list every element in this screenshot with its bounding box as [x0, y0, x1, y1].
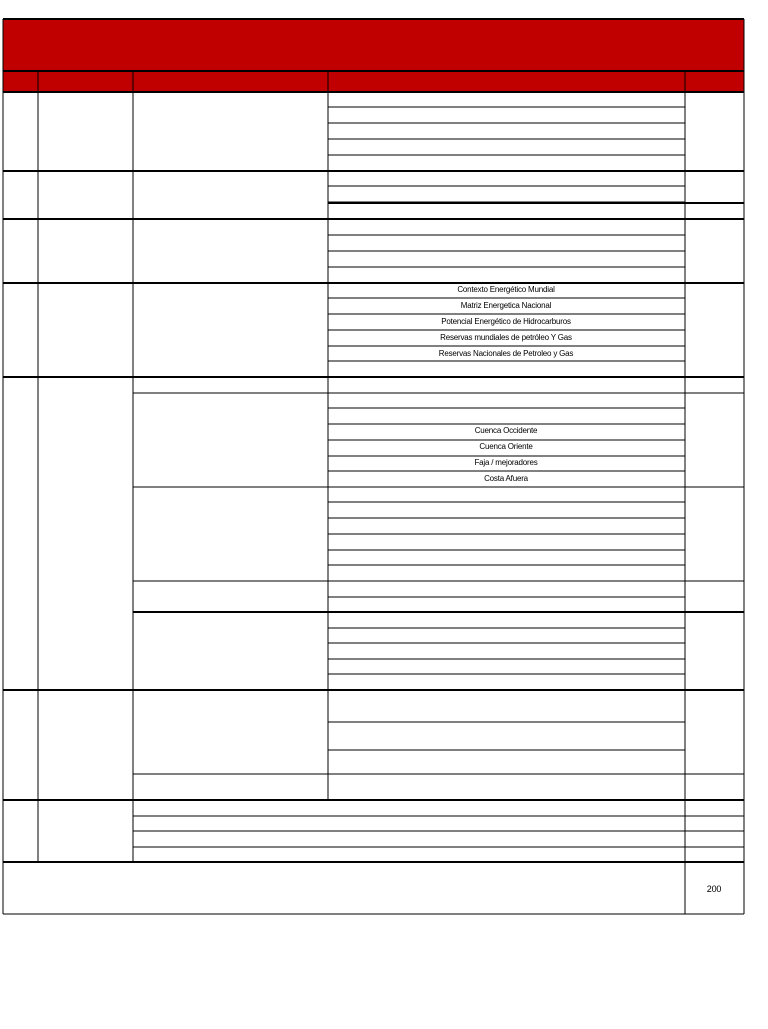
topic-energy-2: Potencial Energético de Hidrocarburos — [441, 317, 571, 326]
header-title-band — [3, 20, 744, 70]
total-hours: 200 — [706, 884, 722, 894]
topic-energy-3: Reservas mundiales de petróleo Y Gas — [440, 333, 572, 342]
topic-energy-0: Contexto Energético Mundial — [457, 285, 555, 294]
topic-basin-2: Faja / mejoradores — [474, 458, 538, 467]
topic-basin-3: Costa Afuera — [484, 474, 528, 483]
topic-energy-1: Matriz Energetica Nacional — [460, 301, 552, 310]
topic-energy-4: Reservas Nacionales de Petroleo y Gas — [438, 349, 574, 358]
topic-basin-0: Cuenca Occidente — [474, 426, 538, 435]
header-columns-band — [3, 72, 744, 92]
topic-basin-1: Cuenca Oriente — [479, 442, 533, 451]
